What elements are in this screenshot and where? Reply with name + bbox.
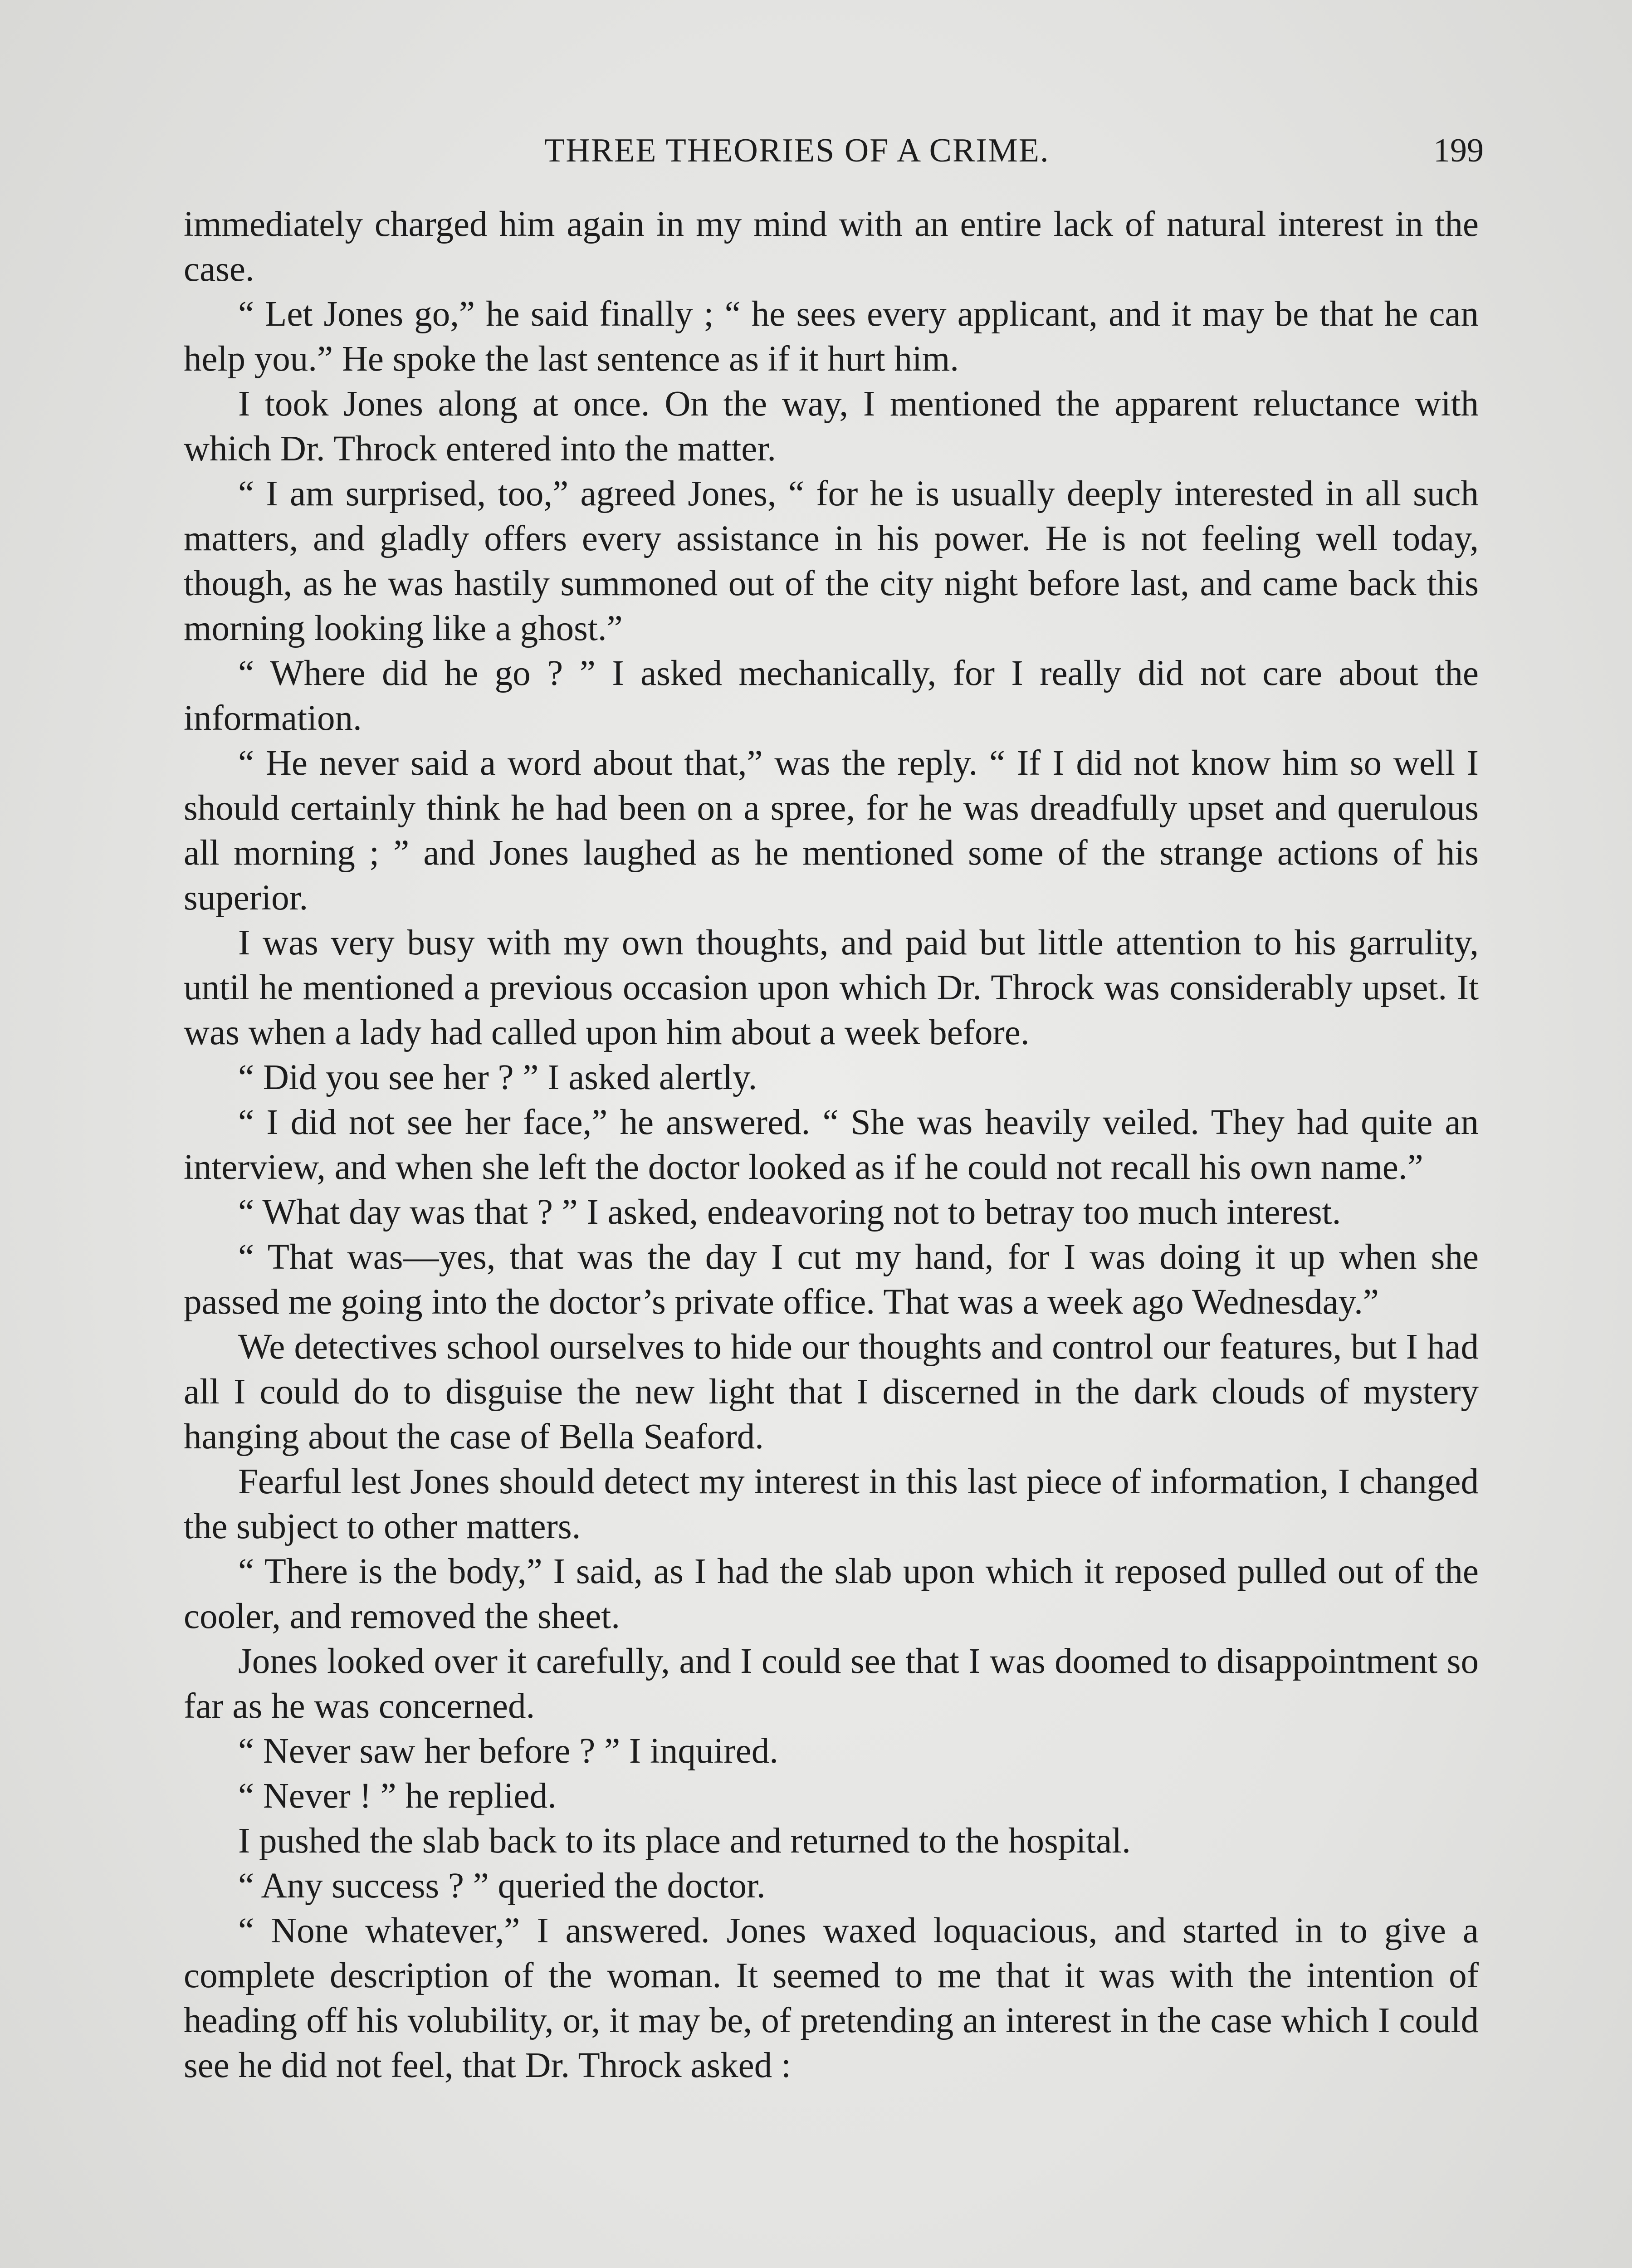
paragraph: “ That was—yes, that was the day I cut my hand, for I was doing it up when she passed me going into the doctor’s private office. That was a week ago Wednesday.”: [184, 1237, 1479, 1322]
paragraph: Fearful lest Jones should detect my interest in this last piece of information, I changed the subject to other matters.: [184, 1462, 1479, 1546]
paragraph: “ He never said a word about that,” was the reply. “ If I did not know him so well I should certainly think he had been on a spree, for he was dreadfully upset and querulous all morning ; ” and Jones laughed as he mentioned some of the strange actions of his superior.: [184, 743, 1479, 918]
paragraph: “ What day was that ? ” I asked, endeavoring not to betray too much interest.: [238, 1193, 1341, 1232]
paragraph: “ Did you see her ? ” I asked alertly.: [238, 1058, 757, 1097]
paragraph: “ Let Jones go,” he said finally ; “ he sees every applicant, and it may be that he can help you.” He spoke the last sentence as if it hurt him.: [184, 294, 1479, 379]
paragraph: We detectives school ourselves to hide our thoughts and control our features, but I had all I could do to disguise the new light that I discerned in the dark clouds of mystery hanging about the case of Bella Seaford.: [184, 1327, 1479, 1457]
paragraph: immediately charged him again in my mind with an entire lack of natural interest in the case.: [184, 205, 1479, 289]
running-title: THREE THEORIES OF A CRIME.: [544, 132, 1050, 169]
paragraph: “ I am surprised, too,” agreed Jones, “ for he is usually deeply interested in all such matters, and gladly offers every assistance in his power. He is not feeling well today, though, as he was hastily summoned out of the city night before last, and came back this morning looking like a ghost.”: [184, 474, 1479, 648]
paragraph: I pushed the slab back to its place and returned to the hospital.: [238, 1821, 1131, 1861]
paragraph: I took Jones along at once. On the way, I mentioned the apparent reluctance with which Dr. Throck entered into the matter.: [184, 384, 1479, 469]
paragraph: “ None whatever,” I answered. Jones waxed loquacious, and started in to give a complete description of the woman. It seemed to me that it was with the intention of heading off his volubility, or, it may be, of pretending an interest in the case which I could see he did not feel, that Dr. Throck asked :: [184, 1911, 1479, 2085]
paragraph: “ There is the body,” I said, as I had the slab upon which it reposed pulled out of the cooler, and removed the sheet.: [184, 1552, 1479, 1636]
paragraph: “ I did not see her face,” he answered. “ She was heavily veiled. They had quite an interview, and when she left the doctor looked as if he could not recall his own name.”: [184, 1103, 1479, 1187]
page-number: 199: [1433, 132, 1484, 169]
paragraph: “ Where did he go ? ” I asked mechanically, for I really did not care about the information.: [184, 654, 1479, 738]
paragraph: “ Any success ? ” queried the doctor.: [238, 1866, 766, 1906]
body-text: [184, 202, 1479, 2088]
paragraph: “ Never ! ” he replied.: [238, 1776, 557, 1816]
paragraph: Jones looked over it carefully, and I could see that I was doomed to disappointment so far as he was concerned.: [184, 1642, 1479, 1726]
paragraph: I was very busy with my own thoughts, and paid but little attention to his garrulity, until he mentioned a previous occasion upon which Dr. Throck was considerably upset. It was when a lady had called upon him about a week before.: [184, 923, 1479, 1052]
paragraph: “ Never saw her before ? ” I inquired.: [238, 1731, 778, 1771]
